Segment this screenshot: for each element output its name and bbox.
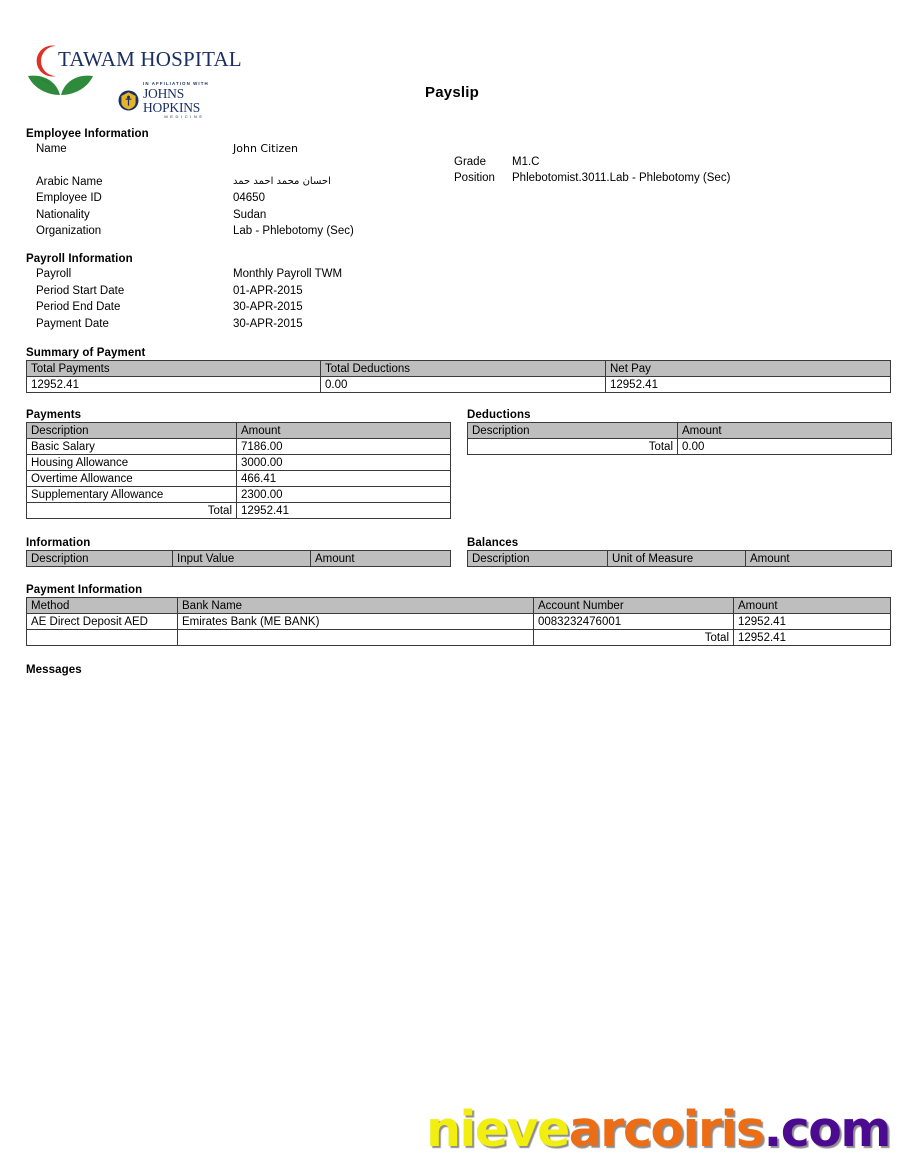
table-header-row bbox=[27, 423, 451, 439]
deductions-total-label: Total bbox=[468, 439, 678, 455]
payment-description: Basic Salary bbox=[27, 439, 237, 455]
payroll-information-section bbox=[26, 253, 890, 332]
information-header-input-value: Input Value bbox=[173, 551, 311, 567]
employee-information-section bbox=[26, 128, 890, 239]
employee-nationality-value: Sudan bbox=[233, 208, 267, 221]
table-row bbox=[27, 471, 451, 487]
employee-position-value: Phlebotomist.3011.Lab - Phlebotomy (Sec) bbox=[512, 172, 731, 185]
period-end-label: Period End Date bbox=[36, 301, 121, 314]
employee-organization-label: Organization bbox=[36, 225, 102, 238]
payments-total-label: Total bbox=[27, 503, 237, 519]
payment-description: Supplementary Allowance bbox=[27, 487, 237, 503]
watermark-part-1: nieve bbox=[426, 1101, 569, 1158]
employee-position-label: Position bbox=[454, 172, 495, 185]
information-balances-row bbox=[26, 537, 890, 567]
payments-total-row bbox=[27, 503, 451, 519]
table-header-row bbox=[468, 423, 892, 439]
payment-info-header-amount: Amount bbox=[734, 598, 891, 614]
payment-amount: 466.41 bbox=[237, 471, 451, 487]
payroll-information-title: Payroll Information bbox=[26, 253, 133, 266]
summary-value-net-pay: 12952.41 bbox=[606, 377, 891, 393]
period-start-value: 01-APR-2015 bbox=[233, 284, 303, 297]
affiliation-label: IN AFFILIATION WITH bbox=[143, 81, 209, 86]
deductions-title: Deductions bbox=[467, 409, 531, 422]
employee-name-label: Name bbox=[36, 143, 67, 155]
payment-description: Overtime Allowance bbox=[27, 471, 237, 487]
employee-id-label: Employee ID bbox=[36, 192, 102, 205]
employee-row-organization bbox=[26, 223, 890, 239]
employee-arabic-name-label: Arabic Name bbox=[36, 175, 103, 188]
payment-date-label: Payment Date bbox=[36, 317, 109, 330]
summary-header-net-pay: Net Pay bbox=[606, 361, 891, 377]
watermark-part-2: arcoiris bbox=[568, 1101, 764, 1158]
table-row bbox=[27, 455, 451, 471]
payment-description: Housing Allowance bbox=[27, 455, 237, 471]
page-title: Payslip bbox=[425, 84, 479, 101]
payment-info-header-bank-name: Bank Name bbox=[178, 598, 534, 614]
summary-of-payment-title: Summary of Payment bbox=[26, 347, 146, 360]
deductions-header-description: Description bbox=[468, 423, 678, 439]
information-header-description: Description bbox=[27, 551, 173, 567]
table-header-row bbox=[27, 551, 451, 567]
payroll-row-payment-date bbox=[26, 316, 890, 332]
employee-row-nationality bbox=[26, 207, 890, 223]
site-watermark bbox=[0, 1101, 904, 1158]
messages-title: Messages bbox=[26, 664, 82, 677]
employee-arabic-name-value: احسان محمد احمد حمد bbox=[233, 175, 331, 187]
period-start-label: Period Start Date bbox=[36, 284, 125, 297]
deductions-table bbox=[467, 422, 892, 455]
document-body bbox=[26, 128, 890, 691]
balances-section bbox=[467, 537, 891, 567]
payments-header-description: Description bbox=[27, 423, 237, 439]
payment-date-value: 30-APR-2015 bbox=[233, 317, 303, 330]
payroll-label: Payroll bbox=[36, 268, 72, 281]
payments-table bbox=[26, 422, 451, 519]
payments-section bbox=[26, 409, 451, 519]
employee-row-position bbox=[454, 170, 730, 186]
payments-header-amount: Amount bbox=[237, 423, 451, 439]
balances-title: Balances bbox=[467, 537, 519, 550]
tawam-hospital-logo bbox=[26, 46, 242, 120]
payments-title: Payments bbox=[26, 409, 82, 422]
document-header bbox=[0, 0, 904, 120]
summary-of-payment-table bbox=[26, 360, 891, 393]
payment-info-total-label: Total bbox=[534, 630, 734, 646]
table-row bbox=[27, 377, 891, 393]
payment-info-header-method: Method bbox=[27, 598, 178, 614]
information-header-amount: Amount bbox=[311, 551, 451, 567]
payment-info-header-account-number: Account Number bbox=[534, 598, 734, 614]
summary-value-total-deductions: 0.00 bbox=[321, 377, 606, 393]
information-section bbox=[26, 537, 451, 567]
deductions-section bbox=[467, 409, 891, 519]
table-row bbox=[27, 439, 451, 455]
payroll-row-payroll bbox=[26, 266, 890, 282]
payments-total-amount: 12952.41 bbox=[237, 503, 451, 519]
balances-table bbox=[467, 550, 892, 567]
payment-information-title: Payment Information bbox=[26, 584, 143, 597]
deductions-header-amount: Amount bbox=[678, 423, 892, 439]
table-header-row bbox=[27, 361, 891, 377]
summary-of-payment-section bbox=[26, 347, 890, 393]
logo-wordmark: TAWAM HOSPITAL bbox=[58, 47, 242, 71]
employee-grade-value: M1.C bbox=[512, 156, 540, 168]
payroll-row-period-end bbox=[26, 299, 890, 315]
watermark-part-3: .com bbox=[763, 1101, 890, 1158]
summary-value-total-payments: 12952.41 bbox=[27, 377, 321, 393]
payment-info-amount: 12952.41 bbox=[734, 614, 891, 630]
affiliate-sub-label: MEDICINE bbox=[164, 114, 205, 120]
period-end-value: 30-APR-2015 bbox=[233, 301, 303, 314]
information-table bbox=[26, 550, 451, 567]
payment-amount: 7186.00 bbox=[237, 439, 451, 455]
employee-row-grade bbox=[454, 154, 730, 170]
summary-header-total-deductions: Total Deductions bbox=[321, 361, 606, 377]
payment-amount: 3000.00 bbox=[237, 455, 451, 471]
payment-info-total-amount: 12952.41 bbox=[734, 630, 891, 646]
employee-nationality-label: Nationality bbox=[36, 208, 90, 221]
payment-info-account-number: 0083232476001 bbox=[534, 614, 734, 630]
information-title: Information bbox=[26, 537, 91, 550]
deductions-total-amount: 0.00 bbox=[678, 439, 892, 455]
messages-section bbox=[26, 664, 890, 691]
payroll-value: Monthly Payroll TWM bbox=[233, 268, 343, 281]
affiliate-name: JOHNS HOPKINS bbox=[143, 86, 201, 115]
payment-information-section bbox=[26, 584, 890, 646]
payment-info-bank-name: Emirates Bank (ME BANK) bbox=[178, 614, 534, 630]
employee-id-value: 04650 bbox=[233, 192, 265, 205]
summary-header-total-payments: Total Payments bbox=[27, 361, 321, 377]
payment-info-method: AE Direct Deposit AED bbox=[27, 614, 178, 630]
employee-organization-value: Lab - Phlebotomy (Sec) bbox=[233, 225, 354, 238]
table-row bbox=[27, 614, 891, 630]
messages-body bbox=[26, 677, 890, 691]
employee-row-id bbox=[26, 190, 890, 206]
payroll-row-period-start bbox=[26, 283, 890, 299]
balances-header-unit-of-measure: Unit of Measure bbox=[608, 551, 746, 567]
employee-information-title: Employee Information bbox=[26, 128, 149, 140]
deductions-total-row bbox=[468, 439, 892, 455]
payments-deductions-row bbox=[26, 409, 890, 519]
payment-information-table bbox=[26, 597, 891, 646]
employee-grade-position-block bbox=[454, 154, 730, 187]
payment-amount: 2300.00 bbox=[237, 487, 451, 503]
table-row bbox=[27, 487, 451, 503]
employee-grade-label: Grade bbox=[454, 156, 486, 168]
balances-header-amount: Amount bbox=[746, 551, 892, 567]
payment-info-total-row bbox=[27, 630, 891, 646]
table-header-row bbox=[27, 598, 891, 614]
table-header-row bbox=[468, 551, 892, 567]
employee-name-value: John Citizen bbox=[233, 142, 299, 155]
balances-header-description: Description bbox=[468, 551, 608, 567]
